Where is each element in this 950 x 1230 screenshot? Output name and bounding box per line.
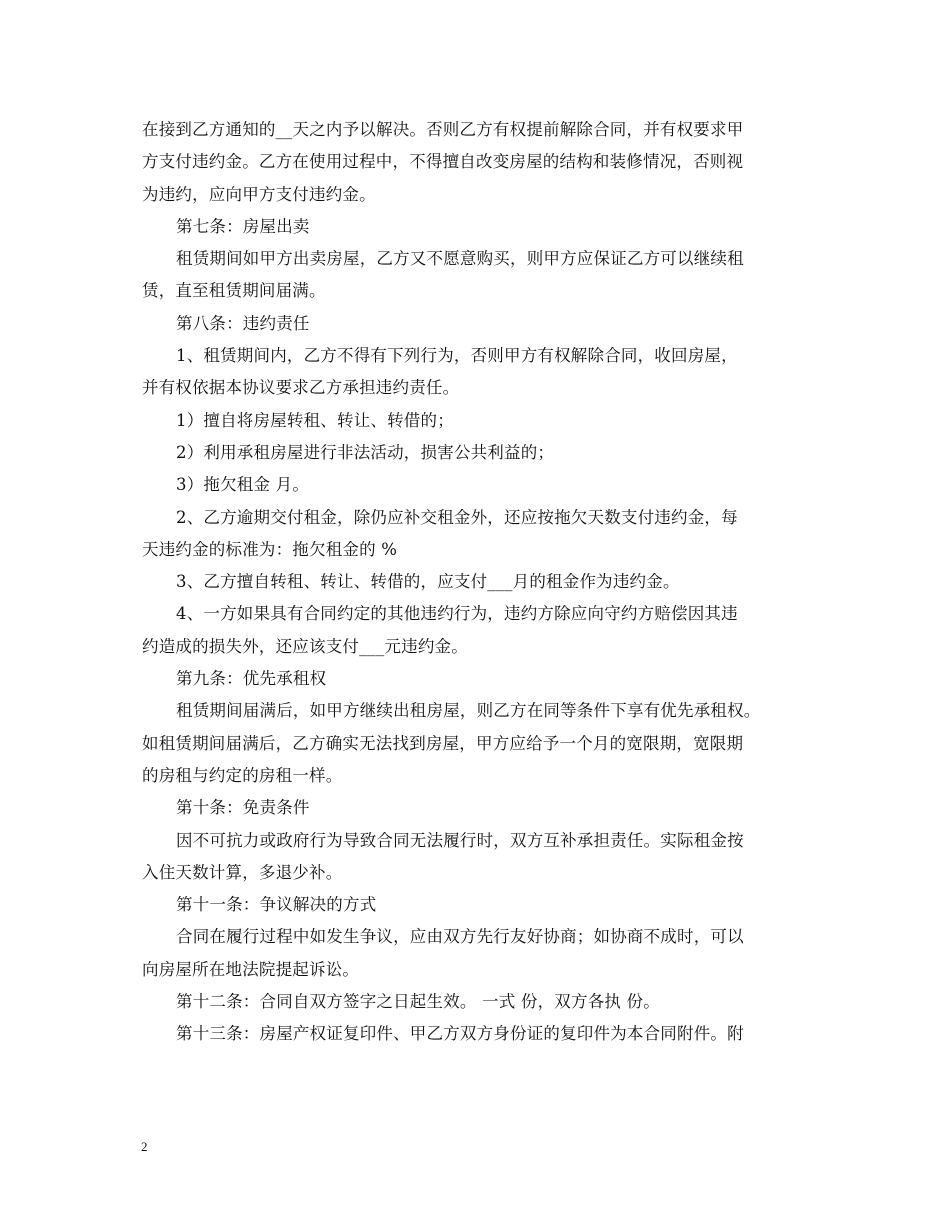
text-line: 并有权依据本协议要求乙方承担违约责任。 (142, 378, 460, 398)
text-line: 约造成的损失外，还应该支付___元违约金。 (142, 636, 468, 656)
text-line: 向房屋所在地法院提起诉讼。 (142, 959, 360, 979)
text-line: 3、乙方擅自转租、转让、转借的，应支付___月的租金作为违约金。 (176, 572, 680, 592)
text-line: 为违约，应向甲方支付违约金。 (142, 184, 376, 204)
text-line: 合同在履行过程中如发生争议，应由双方先行友好协商；如协商不成时，可以 (176, 927, 744, 947)
section-heading: 第十三条：房屋产权证复印件、甲乙方双方身份证的复印件为本合同附件。附 (176, 1024, 744, 1044)
text-line: 2、乙方逾期交付租金，除仍应补交租金外，还应按拖欠天数支付违约金，每 (176, 507, 738, 527)
section-heading: 第十一条：争议解决的方式 (176, 895, 377, 915)
text-line: 在接到乙方通知的__天之内予以解决。否则乙方有权提前解除合同，并有权要求甲 (142, 120, 744, 139)
text-line: 租赁期间如甲方出卖房屋，乙方又不愿意购买，则甲方应保证乙方可以继续租 (176, 249, 744, 269)
text-line: 4、一方如果具有合同约定的其他违约行为，违约方除应向守约方赔偿因其违 (176, 604, 738, 624)
list-item: 1）擅自将房屋转租、转让、转借的； (176, 410, 454, 430)
section-heading: 第十条：免责条件 (176, 798, 310, 818)
text-line: 1、租赁期间内，乙方不得有下列行为，否则甲方有权解除合同，收回房屋， (176, 346, 738, 366)
section-heading: 第八条：违约责任 (176, 313, 310, 333)
page-number: 2 (141, 1139, 148, 1154)
list-item: 3）拖欠租金 月。 (176, 475, 310, 495)
text-line: 赁，直至租赁期间届满。 (142, 281, 326, 301)
text-line: 租赁期间届满后，如甲方继续出租房屋，则乙方在同等条件下享有优先承租权。 (176, 701, 761, 721)
text-line: 的房租与约定的房租一样。 (142, 765, 343, 785)
section-heading: 第十二条：合同自双方签字之日起生效。 一式 份，双方各执 份。 (176, 992, 660, 1012)
text-line: 因不可抗力或政府行为导致合同无法履行时，双方互补承担责任。实际租金按 (176, 830, 744, 850)
section-heading: 第七条：房屋出卖 (176, 216, 310, 236)
text-line: 如租赁期间届满后，乙方确实无法找到房屋，甲方应给予一个月的宽限期，宽限期 (142, 733, 744, 753)
list-item: 2）利用承租房屋进行非法活动，损害公共利益的； (176, 442, 555, 462)
text-line: 入住天数计算，多退少补。 (142, 862, 343, 882)
text-line: 天违约金的标准为：拖欠租金的 % (142, 539, 398, 559)
section-heading: 第九条：优先承租权 (176, 669, 327, 689)
text-line: 方支付违约金。乙方在使用过程中，不得擅自改变房屋的结构和装修情况，否则视 (142, 152, 744, 172)
document-body (142, 114, 812, 1051)
